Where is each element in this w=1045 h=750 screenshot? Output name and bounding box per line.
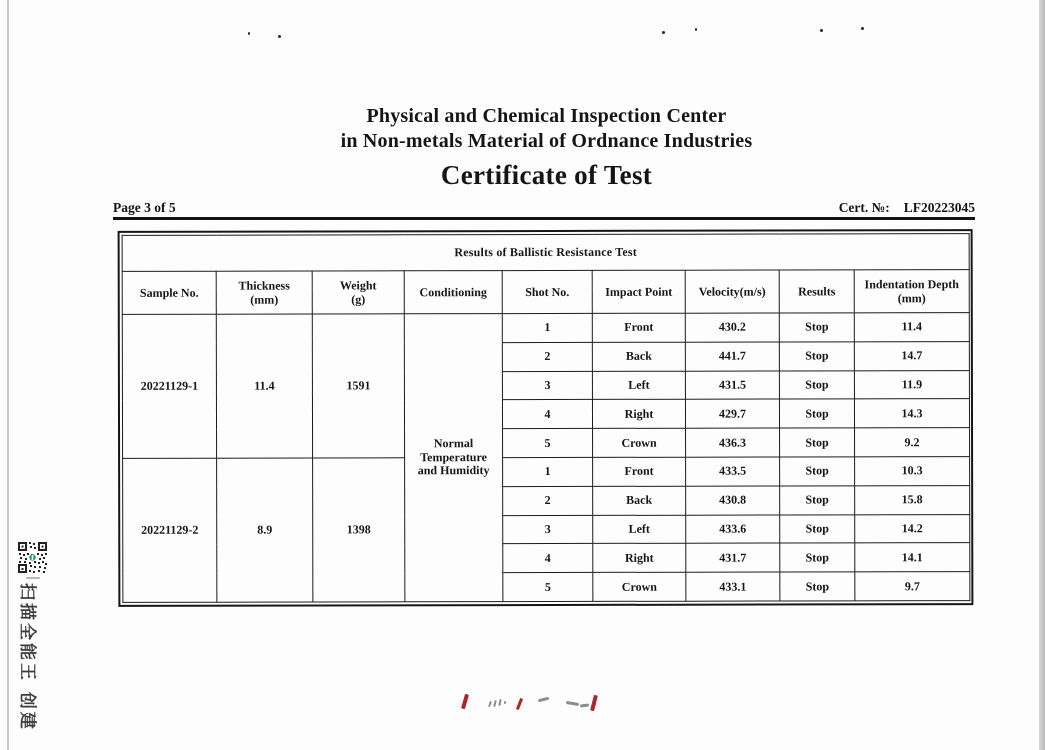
col-header-weight: Weight (g) (312, 271, 404, 314)
impact-point-cell: Crown (593, 572, 686, 601)
result-cell: Stop (779, 399, 854, 428)
table-row (122, 313, 969, 344)
impact-point-cell: Crown (593, 428, 686, 457)
weight-cell: 1398 (313, 458, 405, 602)
table-row (123, 457, 970, 488)
shot-no-cell: 3 (503, 515, 593, 544)
ballistic-results-table (118, 229, 974, 607)
impact-point-cell: Front (592, 313, 685, 342)
table-header-row (122, 270, 969, 315)
scanner-watermark-label: 扫描全能王 创建 (17, 583, 37, 732)
velocity-cell: 433.6 (686, 515, 780, 544)
col-header-results: Results (779, 270, 854, 313)
qr-code-icon (18, 541, 47, 579)
depth-cell: 11.9 (854, 370, 969, 399)
velocity-cell: 430.2 (685, 313, 779, 342)
scan-speck (861, 27, 864, 30)
certificate-number-value: LF20223045 (903, 200, 975, 215)
gray-pen-mark (504, 701, 506, 704)
red-pen-mark (516, 698, 523, 710)
velocity-cell: 431.5 (685, 371, 779, 400)
depth-cell: 14.7 (854, 341, 969, 370)
shot-no-cell: 4 (502, 400, 592, 429)
gray-pen-mark (493, 700, 497, 707)
depth-cell: 14.1 (855, 543, 970, 572)
shot-no-cell: 4 (503, 544, 593, 573)
depth-cell: 10.3 (855, 457, 970, 486)
result-cell: Stop (779, 370, 854, 399)
result-cell: Stop (780, 457, 855, 486)
col-header-conditioning: Conditioning (404, 271, 502, 314)
thickness-cell: 11.4 (216, 314, 312, 458)
gray-pen-mark (538, 697, 549, 702)
col-header-velocity: Velocity(m/s) (685, 270, 779, 313)
conditioning-cell: Normal Temperature and Humidity (404, 314, 503, 602)
velocity-cell: 433.5 (686, 457, 780, 486)
document-header (118, 104, 975, 191)
red-pen-mark (590, 695, 598, 711)
scan-speck (695, 28, 697, 31)
gray-pen-mark (566, 701, 579, 706)
result-cell: Stop (780, 572, 855, 601)
result-cell: Stop (780, 543, 855, 572)
scan-speck (820, 29, 823, 32)
depth-cell: 15.8 (855, 485, 970, 514)
impact-point-cell: Left (592, 371, 685, 400)
thickness-cell: 8.9 (217, 458, 313, 602)
velocity-cell: 433.1 (686, 572, 780, 601)
impact-point-cell: Front (593, 457, 686, 486)
depth-cell: 9.7 (855, 572, 970, 601)
shot-no-cell: 5 (503, 573, 593, 602)
meta-bar (113, 197, 975, 220)
velocity-cell: 436.3 (686, 428, 780, 457)
col-header-shot-no: Shot No. (502, 270, 592, 313)
depth-cell: 9.2 (855, 428, 970, 457)
velocity-cell: 441.7 (685, 342, 779, 371)
shot-no-cell: 1 (502, 313, 592, 342)
gray-pen-mark (498, 699, 501, 706)
weight-cell: 1591 (312, 314, 404, 458)
shot-no-cell: 2 (502, 342, 592, 371)
col-header-indentation-depth: Indentation Depth (mm) (854, 270, 969, 313)
shot-no-cell: 5 (503, 429, 593, 458)
result-cell: Stop (779, 313, 854, 342)
shot-no-cell: 2 (503, 486, 593, 515)
org-name-line1: Physical and Chemical Inspection Center (366, 105, 727, 127)
scan-speck (662, 31, 665, 34)
gray-pen-mark (580, 703, 589, 707)
result-cell: Stop (779, 342, 854, 371)
depth-cell: 14.3 (854, 399, 969, 428)
table-title: Results of Ballistic Resistance Test (122, 234, 969, 272)
col-header-impact-point: Impact Point (592, 270, 685, 313)
shot-no-cell: 3 (502, 371, 592, 400)
impact-point-cell: Back (593, 486, 686, 515)
scan-speck (278, 35, 281, 38)
certificate-number (839, 200, 975, 216)
document-title: Certificate of Test (440, 160, 653, 190)
velocity-cell: 431.7 (686, 543, 780, 572)
scan-speck (248, 32, 250, 35)
sample-no-cell: 20221129-2 (123, 458, 217, 602)
depth-cell: 14.2 (855, 514, 970, 543)
impact-point-cell: Left (593, 515, 686, 544)
red-pen-mark (461, 694, 469, 710)
impact-point-cell: Right (593, 544, 686, 573)
sample-no-cell: 20221129-1 (122, 314, 216, 458)
scan-right-edge (1039, 0, 1045, 750)
result-cell: Stop (780, 486, 855, 515)
certificate-number-label: Cert. №: (838, 200, 890, 215)
scan-left-edge (7, 0, 9, 750)
org-name-line2: in Non-metals Material of Ordnance Industries (340, 130, 753, 152)
col-header-sample-no: Sample No. (122, 271, 216, 314)
impact-point-cell: Right (592, 400, 685, 429)
result-cell: Stop (780, 514, 855, 543)
velocity-cell: 430.8 (686, 486, 780, 515)
velocity-cell: 429.7 (685, 399, 779, 428)
scan-speck (26, 577, 40, 579)
impact-point-cell: Back (592, 342, 685, 371)
col-header-thickness: Thickness (mm) (216, 271, 312, 314)
page-number: Page 3 of 5 (113, 200, 176, 215)
result-cell: Stop (780, 428, 855, 457)
gray-pen-mark (488, 701, 492, 707)
depth-cell: 11.4 (854, 313, 969, 342)
shot-no-cell: 1 (503, 457, 593, 486)
